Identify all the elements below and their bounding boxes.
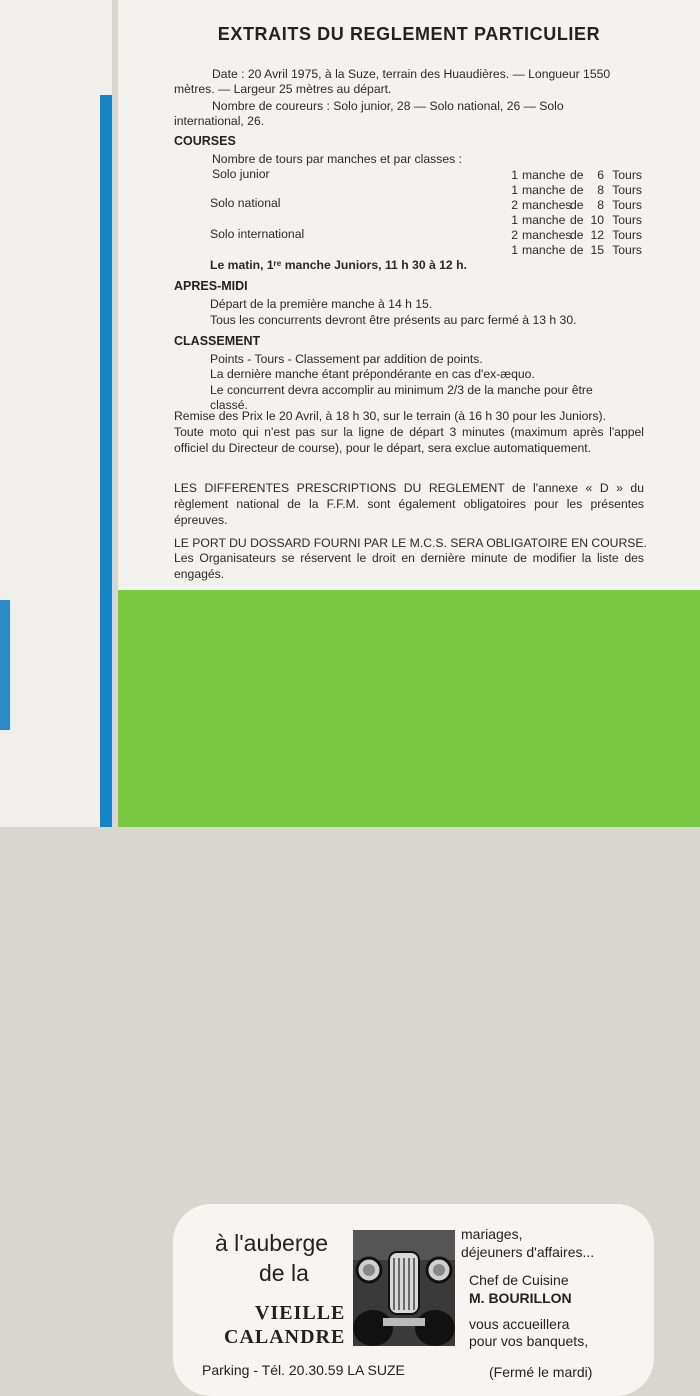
closed-day: (Fermé le mardi) xyxy=(489,1364,593,1380)
dossard-line-2: Les Organisateurs se réservent le droit en dernière minute de modifier la liste des engagés. xyxy=(174,551,644,581)
vintage-car-photo xyxy=(353,1230,455,1346)
classement-heading: CLASSEMENT xyxy=(174,334,261,348)
apres-midi-heading: APRES-MIDI xyxy=(174,279,248,293)
courses-heading: COURSES xyxy=(174,134,236,148)
riders-line-2: international, 26. xyxy=(174,114,265,128)
classement-line-2: La dernière manche étant prépondérante en cas d'ex-æquo. xyxy=(210,367,535,381)
class-international: Solo international xyxy=(210,227,305,241)
classement-line-1: Points - Tours - Classement par addition de points. xyxy=(210,352,483,366)
restaurant-name-1: VIEILLE xyxy=(255,1302,346,1324)
restaurant-advert xyxy=(173,1204,654,1396)
regulation-page xyxy=(118,0,700,1380)
course-row: 2 manches de 12 Tours xyxy=(511,228,642,242)
course-row: 2 manches de 8 Tours xyxy=(511,198,642,212)
chef-name: M. BOURILLON xyxy=(469,1290,572,1306)
dossard-line-1: LE PORT DU DOSSARD FOURNI PAR LE M.C.S. SERA OBLIGATOIRE EN COURSE. xyxy=(174,536,647,550)
date-line-1: Date : 20 Avril 1975, à la Suze, terrain des Huaudières. — Longueur 1550 xyxy=(212,67,611,81)
class-junior: Solo junior xyxy=(212,167,270,181)
page-title: EXTRAITS DU REGLEMENT PARTICULIER xyxy=(217,24,601,44)
course-row: 1 manche de 10 Tours xyxy=(511,213,642,227)
chef-label: Chef de Cuisine xyxy=(469,1272,569,1288)
restaurant-name-2: CALANDRE xyxy=(224,1326,346,1348)
ad-line-1: à l'auberge xyxy=(215,1230,329,1256)
ad-right-1: mariages, xyxy=(461,1226,523,1242)
morning-note: Le matin, 1ʳᵉ manche Juniors, 11 h 30 à 12 h. xyxy=(210,258,467,272)
ad-welcome-1: vous accueillera xyxy=(469,1316,570,1332)
apres-midi-line-2: Tous les concurrents devront être présents au parc fermé à 13 h 30. xyxy=(210,313,577,327)
course-row: 1 manche de 15 Tours xyxy=(511,243,642,257)
course-row: 1 manche de 6 Tours xyxy=(511,168,642,182)
parking-phone: Parking - Tél. 20.30.59 LA SUZE xyxy=(202,1362,405,1378)
blue-page-edge xyxy=(100,95,112,827)
advert-band xyxy=(118,590,700,1380)
blue-decoration xyxy=(0,600,10,730)
previous-page-strip xyxy=(0,0,112,827)
apres-midi-line-1: Départ de la première manche à 14 h 15. xyxy=(210,297,433,311)
course-row: 1 manche de 8 Tours xyxy=(511,183,642,197)
ad-line-2: de la xyxy=(259,1260,309,1286)
courses-intro: Nombre de tours par manches et par classes : xyxy=(212,152,462,166)
ad-welcome-2: pour vos banquets, xyxy=(469,1333,589,1349)
date-line-2: mètres. — Largeur 25 mètres au départ. xyxy=(174,82,392,96)
ad-right-2: déjeuners d'affaires... xyxy=(461,1244,595,1260)
moto-rule: Toute moto qui n'est pas sur la ligne de départ 3 minutes (maximum après l'appel officiel du Directeur de course), pour le départ, sera exclue automatiquement. xyxy=(174,425,644,455)
classement-line-3a: Le concurrent devra accomplir au minimum 2/3 de la manche pour être xyxy=(210,383,593,397)
classement-line-3b: classé. xyxy=(210,398,248,412)
prizes-line: Remise des Prix le 20 Avril, à 18 h 30, sur le terrain (à 16 h 30 pour les Juniors). xyxy=(174,409,606,423)
riders-line-1: Nombre de coureurs : Solo junior, 28 — Solo national, 26 — Solo xyxy=(212,99,564,113)
class-national: Solo national xyxy=(210,196,281,210)
prescriptions: LES DIFFERENTES PRESCRIPTIONS DU REGLEMENT de l'annexe « D » du règlement national de la F.F.M. sont également obligatoires pour les présentes épreuves. xyxy=(174,481,644,527)
